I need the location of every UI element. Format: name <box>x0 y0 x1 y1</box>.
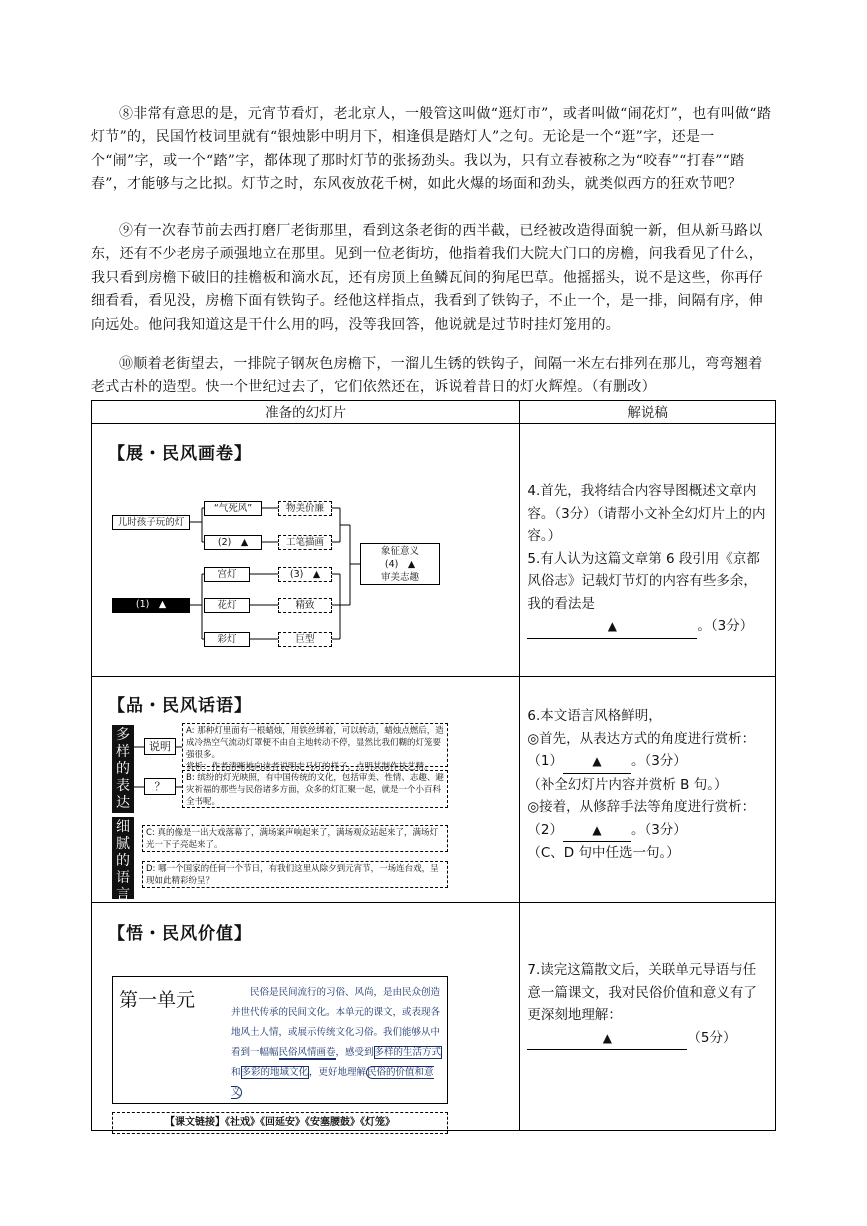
node-blank-2: (2) ▲ <box>204 535 262 550</box>
triangle-icon: ▲ <box>592 754 602 768</box>
paragraph-10: ⑩顺着老街望去，一排院子钢灰色房檐下，一溜儿生锈的铁钩子，间隔一米左右排列在那儿，弯弯翘着老式古朴的造型。快一个世纪过去了，它们依然还在，诉说着昔日的灯火辉煌。（有删改） <box>91 356 763 396</box>
note-3 <box>520 903 776 1131</box>
node-blank-3: (3) ▲ <box>278 567 332 582</box>
unit-text-oval: 民俗的价值和意义 <box>231 1067 434 1098</box>
slide-1 <box>92 424 520 677</box>
score-5: 。（3分） <box>697 618 754 634</box>
note-2 <box>520 677 776 903</box>
unit-text-e: 和 <box>231 1067 241 1078</box>
text-link: 【课文链接】《社戏》《回延安》《安塞腰鼓》《灯笼》 <box>112 1112 448 1134</box>
sentence-a <box>182 723 448 772</box>
tag-explain: 说明 <box>144 738 176 755</box>
answer-blank-6-2[interactable] <box>563 819 631 843</box>
node-gongdeng: 宫灯 <box>204 567 250 582</box>
paragraph-9: ⑨有一次春节前去西打磨厂老街那里，看到这条老街的西半截，已经被改造得面貌一新，但从新马路以东，还有不少老房子顽强地立在那里。见到一位老街坊，他指着我们大院大门口的房檐，问我看见了什么，我只看到房檐下破旧的挂檐板和滴水瓦，还有房顶上鱼鳞瓦间的狗尾巴草。他摇摇头，说不是这些，你再仔细看看，看见没，房檐下面有铁钩子。经他这样指点，我看到了铁钩子，不止一个，是一排，间隔有序，伸向远处。他问我知道这是干什么用的吗，没等我回答，他说就是过节时挂灯笼用的。 <box>91 223 764 333</box>
answer-blank-5[interactable] <box>527 615 697 639</box>
node-childhood: 儿时孩子玩的灯 <box>112 515 190 530</box>
slide-title: 【品・民风话语】 <box>108 696 252 716</box>
triangle-icon: ▲ <box>602 1030 612 1045</box>
symbol-line-3: 审美志趣 <box>380 572 419 583</box>
question-4: 4.首先，我将结合内容导图概述文章内容。（3分）（请帮小文补全幻灯片上的内容。） <box>527 483 766 544</box>
q6-part-2: ◎接着，从修辞手法等角度进行赏析：（2） <box>527 799 756 838</box>
unit-intro-box <box>112 976 448 1104</box>
slide-title: 【展・民风画卷】 <box>108 444 252 464</box>
vertical-label-1: 多样的表达 <box>112 725 134 813</box>
q6-hint-1: （补全幻灯片内容并赏析 B 句。） <box>527 776 728 793</box>
unit-text-box-2: 多彩的地域文化 <box>241 1067 309 1078</box>
score-6-2: 。（3分） <box>630 821 687 838</box>
unit-text-box-1: 多样的生活方式 <box>374 1047 442 1058</box>
node-wumei: 物美价廉 <box>278 501 332 516</box>
question-7: 7.读完这篇散文后，关联单元导语与任意一篇课文，我对民俗价值和意义有了更深刻地理解： <box>527 962 757 1023</box>
sentence-d: D: 哪一个国家的任何一个节日，有我们这里从除夕到元宵节，一场连台戏，呈现如此精彩纷呈？ <box>142 861 448 888</box>
node-huadeng: 花灯 <box>204 598 250 613</box>
q6-part-1: ◎首先，从表达方式的角度进行赏析：（1） <box>527 730 756 769</box>
unit-text-highlight-1: 民俗风情画卷 <box>278 1047 336 1058</box>
answer-blank-7[interactable] <box>527 1027 687 1051</box>
slide-3 <box>92 903 520 1131</box>
vertical-label-2: 细腻的语言 <box>112 817 134 899</box>
sentence-a-text: A: 那种灯里面有一根蜡烛，用铁丝绑着，可以转动，蜡烛点燃后，造成冷热空气流动灯罩便不由自主地转动不停，显然比我们糊的灯笼要强很多。 <box>186 726 444 760</box>
note-1 <box>520 424 776 677</box>
question-5: 5.有人认为这篇文章第 6 段引用《京都风俗志》记载灯节灯的内容有些多余，我的看法是 <box>527 550 760 612</box>
node-caideng: 彩灯 <box>204 632 250 647</box>
paragraph-8: ⑧非常有意思的是，元宵节看灯，老北京人，一般管这叫做“逛灯市”，或者叫做“闹花灯”，也有叫做“踏灯节”的，民国竹枝词里就有“银烛影中明月下，相逢俱是踏灯人”之句。无论是一个“逛”字，还是一个“闹”字，或一个“踏”字，都体现了那时灯节的张扬劲头。我以为，只有立春被称之为“咬春”“打春”“踏春”，才能够与之比拟。灯节之时，东风夜放花千树，如此火爆的场面和劲头，就类似西方的狂欢节吧？ <box>91 106 772 193</box>
answer-blank-6-1[interactable] <box>563 750 631 774</box>
sentence-b: B: 缤纷的灯光映照，有中国传统的文化，包括审美、性情、志趣、避灾祈福的那些与民俗诸多方面，众多的灯汇聚一起，就是一个小百科全书呢。 <box>182 770 448 808</box>
triangle-icon: ▲ <box>607 619 617 633</box>
node-qisifeng: “气死风” <box>204 501 262 516</box>
unit-title: 第一单元 <box>119 989 196 1011</box>
node-gongbi: 工笔描画 <box>278 535 332 550</box>
node-blank-1: (1) ▲ <box>112 598 190 613</box>
node-juxing: 巨型 <box>278 632 332 647</box>
slide-title: 【悟・民风价值】 <box>108 924 252 944</box>
header-note: 解说稿 <box>520 401 776 424</box>
tag-question: ？ <box>144 778 176 795</box>
unit-text-a: 民俗是民间流行的习俗、风尚，是由民众创造并世代传承的民间文化。本单元的课文，或表现各地风土人情，或展示传统文化习俗。我们能够从中看到一幅幅 <box>231 987 441 1058</box>
unit-intro-text <box>231 983 443 1103</box>
question-6: 6.本文语言风格鲜明， <box>527 708 662 724</box>
symbol-line-2: (4) ▲ <box>384 559 416 570</box>
slides-table <box>91 400 776 1131</box>
node-jingzhi: 精致 <box>278 598 332 613</box>
symbol-line-1: 象征意义 <box>380 546 419 557</box>
unit-text-g: ，更好地理解 <box>309 1067 367 1078</box>
triangle-icon: ▲ <box>592 822 602 837</box>
node-symbol <box>360 543 440 585</box>
sentence-a-analysis: 赏析：作者清晰地向读者说明走马灯的样子，点明其制作技艺精。 <box>186 762 433 772</box>
score-7: （5分） <box>687 1029 737 1046</box>
sentence-c: C: 真的像是一出大戏落幕了，满场案声响起来了，满场观众站起来了，满场灯光一下子亮起来了。 <box>142 825 448 852</box>
slide-2 <box>92 677 520 903</box>
q6-hint-2: （C、D 句中任选一句。） <box>527 845 680 861</box>
unit-text-c: ，感受到 <box>335 1047 374 1058</box>
score-6-1: 。（3分） <box>630 753 687 769</box>
header-slide: 准备的幻灯片 <box>92 401 520 424</box>
